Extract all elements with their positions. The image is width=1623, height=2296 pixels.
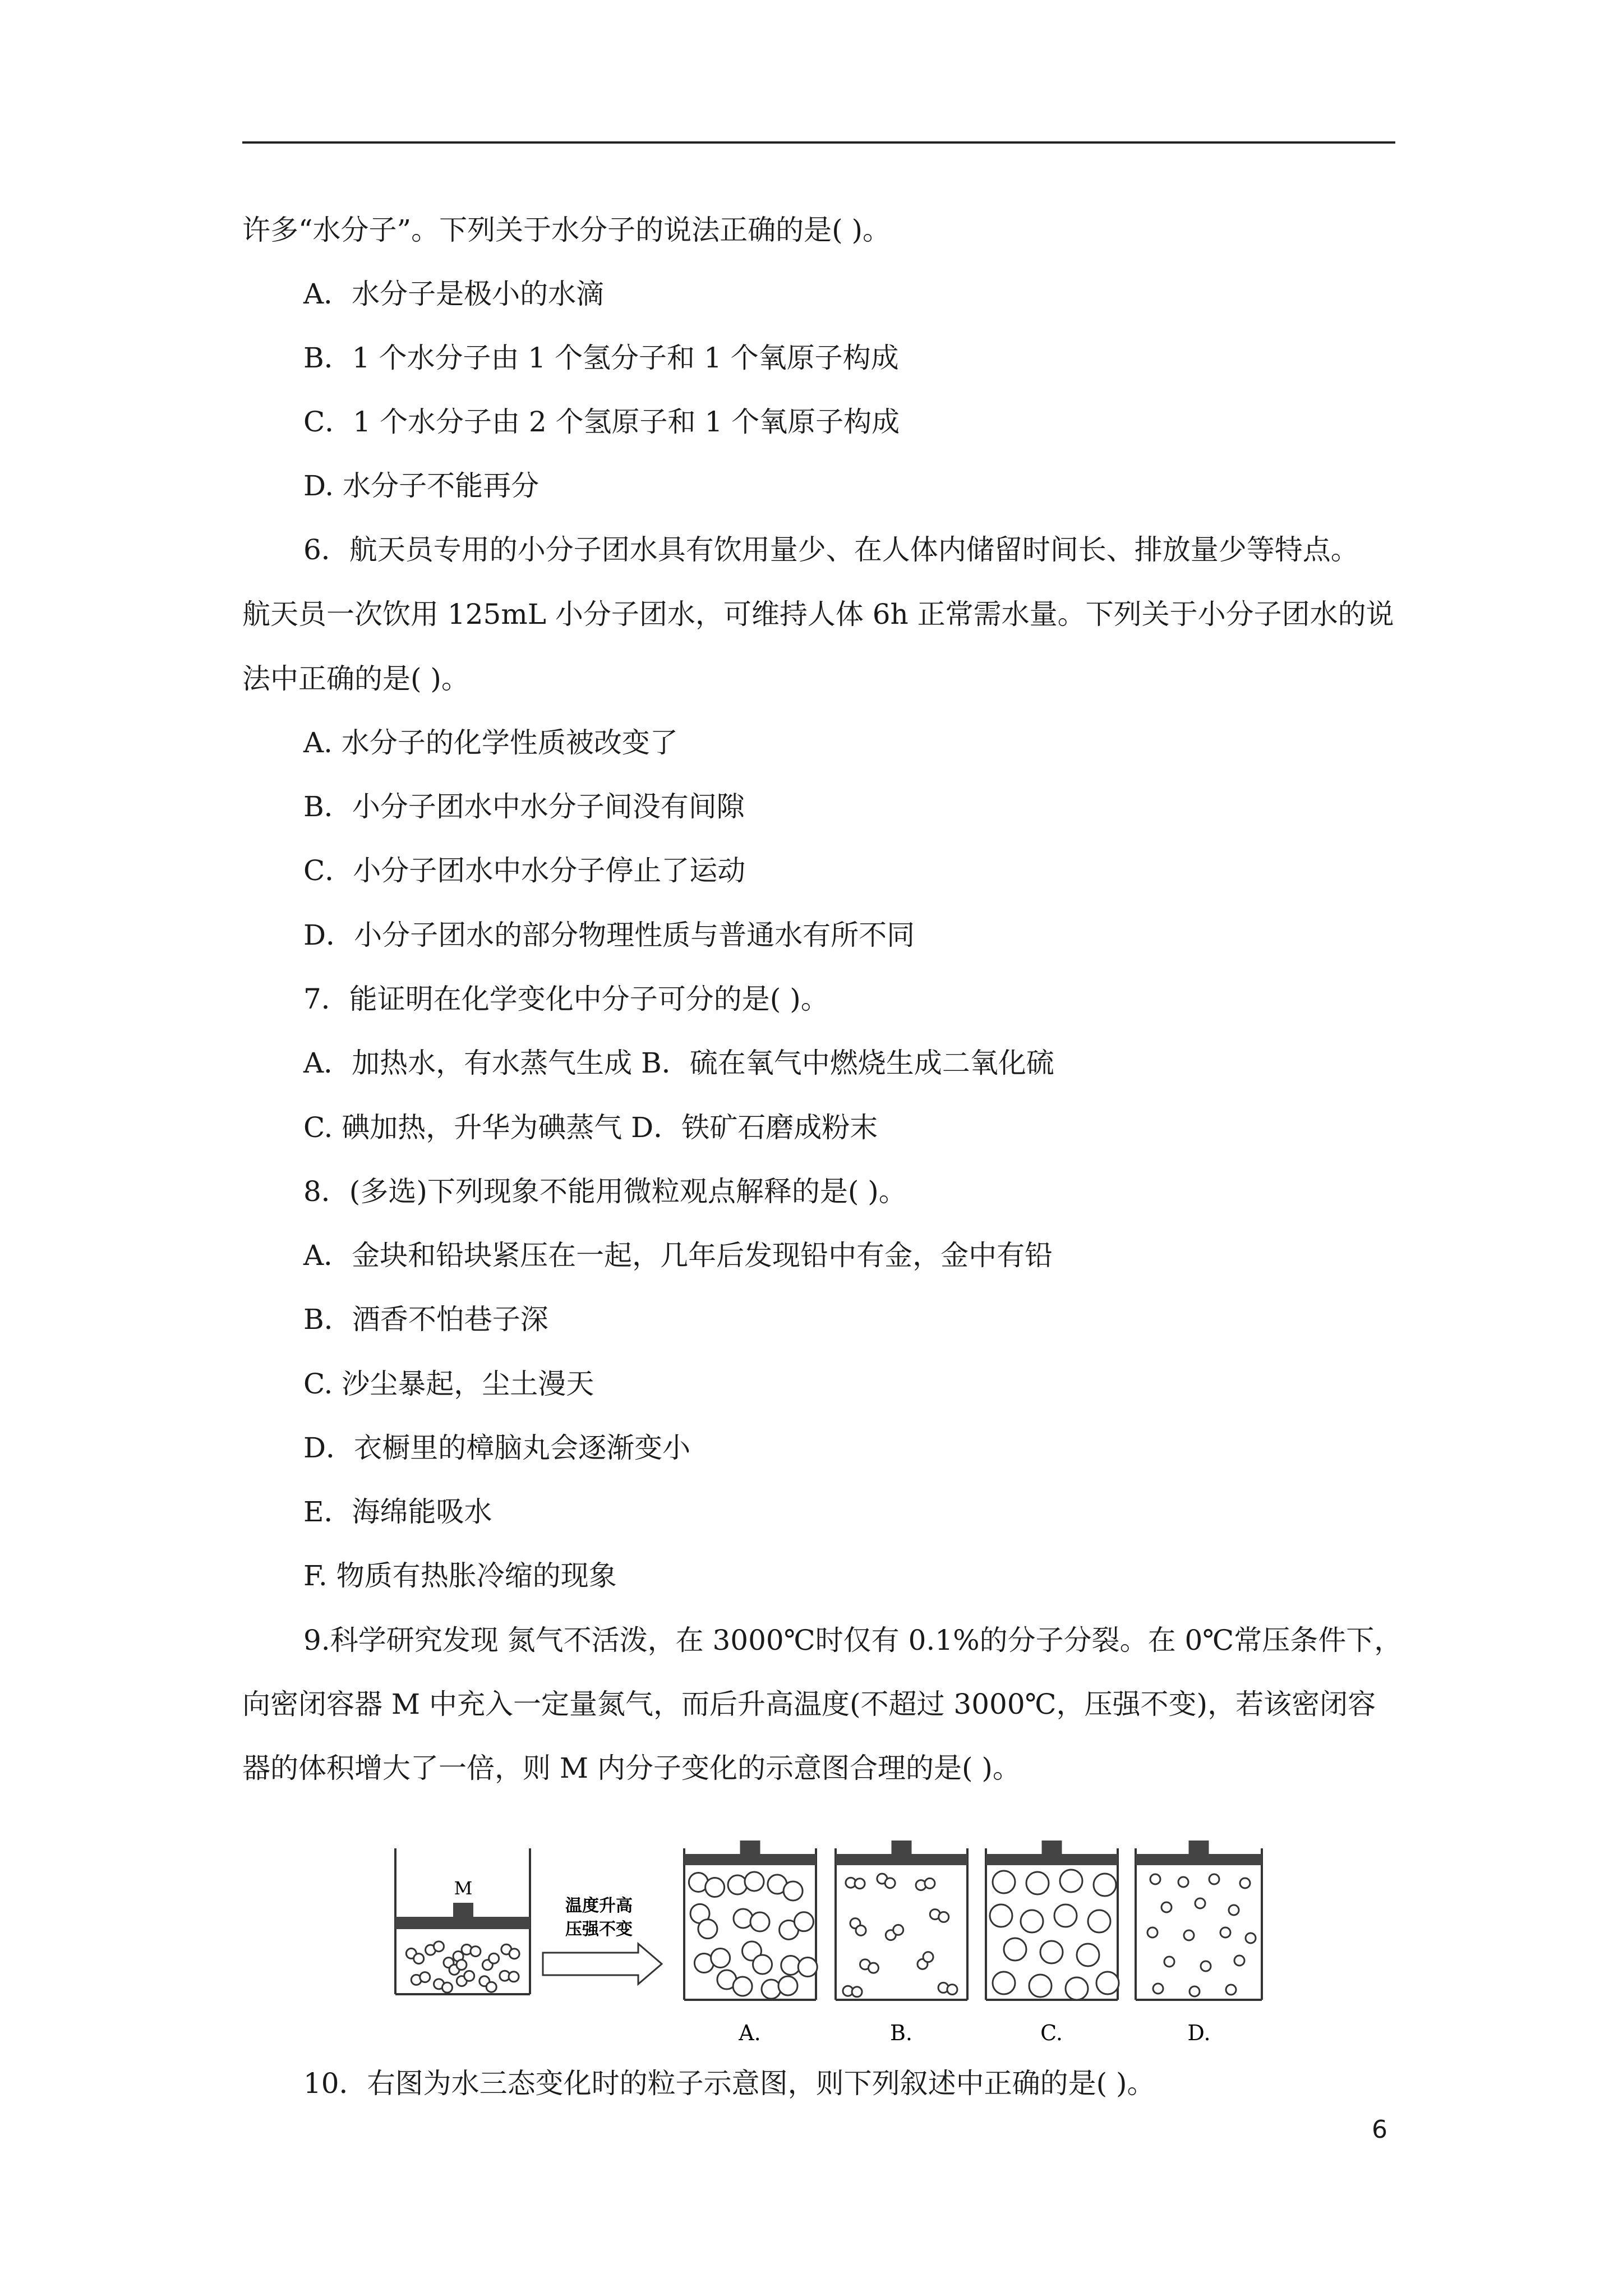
- molecule-atom: [728, 1875, 747, 1894]
- molecule-atom: [885, 1878, 895, 1888]
- molecule-atom: [794, 1912, 813, 1931]
- molecule-atom: [1195, 1898, 1205, 1908]
- molecule-atom: [1164, 1957, 1174, 1967]
- arrow-text-pressure: 压强不变: [565, 1920, 633, 1939]
- arrow-text-temperature: 温度升高: [565, 1896, 633, 1916]
- q8-option-d: D．衣橱里的樟脑丸会逐渐变小: [303, 1432, 691, 1464]
- q5-option-b: B．1 个水分子由 1 个氢分子和 1 个氧原子构成: [303, 342, 899, 374]
- molecule-atom: [733, 1977, 752, 1996]
- piston: [395, 1917, 530, 1929]
- q5-option-d: D. 水分子不能再分: [303, 470, 540, 502]
- molecule-atom: [442, 1982, 452, 1993]
- molecule-atom: [852, 1987, 862, 1997]
- q6-option-a: A. 水分子的化学性质被改变了: [303, 726, 678, 759]
- molecule-atom: [990, 1904, 1012, 1927]
- container-m: [395, 1848, 530, 1994]
- molecule-atom: [947, 1985, 957, 1995]
- molecule-atom: [471, 1947, 481, 1957]
- molecule-atom: [1153, 1984, 1163, 1994]
- q6-stem-line-3: 法中正确的是( )。: [242, 662, 469, 695]
- option-d-container: [1136, 1841, 1262, 2000]
- piston-weight: [740, 1841, 760, 1854]
- molecule-atom: [1094, 1874, 1116, 1896]
- molecule-atom: [1147, 1927, 1158, 1938]
- option-c-container: [986, 1841, 1119, 2000]
- molecule-atom: [734, 1909, 753, 1928]
- molecule-atom: [1246, 1933, 1256, 1943]
- q9-stem-line-2: 向密闭容器 M 中充入一定量氮气，而后升高温度(不超过 3000℃，压强不变)，若该密闭容: [242, 1688, 1376, 1720]
- molecule-atom: [1184, 1930, 1194, 1940]
- q8-option-c: C. 沙尘暴起，尘土漫天: [303, 1368, 594, 1400]
- molecule-atom: [1189, 1986, 1200, 1996]
- molecule-atom: [856, 1925, 866, 1935]
- molecule-atom: [745, 1872, 764, 1891]
- q9-stem-line-3: 器的体积增大了一倍，则 M 内分子变化的示意图合理的是( )。: [242, 1752, 1021, 1784]
- q10-stem: 10．右图为水三态变化时的粒子示意图，则下列叙述中正确的是( )。: [303, 2067, 1155, 2100]
- q6-option-b: B．小分子团水中水分子间没有间隙: [303, 790, 745, 823]
- molecule-atom: [414, 1954, 424, 1964]
- q8-option-e: E．海绵能吸水: [303, 1496, 492, 1528]
- q6-option-d: D．小分子团水的部分物理性质与普通水有所不同: [303, 919, 915, 951]
- molecule-atom: [762, 1980, 781, 1999]
- initial-molecules: [406, 1941, 519, 1993]
- molecule-atom: [711, 1948, 730, 1967]
- molecule-atom: [798, 1958, 817, 1977]
- molecule-atom: [1029, 1975, 1052, 1997]
- molecule-atom: [855, 1879, 865, 1889]
- piston-weight: [453, 1903, 473, 1917]
- q8-option-a: A．金块和铅块紧压在一起，几年后发现铅中有金，金中有铅: [303, 1239, 1053, 1272]
- option-a-label: A.: [739, 2021, 761, 2045]
- molecule-atom: [464, 1971, 474, 1981]
- molecule-atom: [750, 1912, 769, 1931]
- molecule-atom: [1096, 1972, 1119, 1994]
- molecule-atom: [1040, 1941, 1063, 1963]
- piston: [684, 1854, 816, 1865]
- molecule-atom: [509, 1972, 519, 1982]
- piston: [836, 1854, 967, 1865]
- molecule-atom: [434, 1941, 444, 1952]
- q5-stem-tail: 许多“水分子”。下列关于水分子的说法正确的是( )。: [242, 214, 891, 246]
- molecule-atom: [1234, 1955, 1244, 1966]
- molecule-atom: [778, 1976, 797, 1995]
- molecule-atom: [993, 1972, 1015, 1994]
- molecule-atom: [1150, 1874, 1160, 1884]
- molecule-atom: [1066, 1977, 1088, 2000]
- page-number: 6: [1372, 2115, 1387, 2144]
- q8-option-f: F. 物质有热胀冷缩的现象: [303, 1559, 617, 1592]
- molecule-atom: [1178, 1877, 1188, 1887]
- molecule-atom: [420, 1972, 430, 1982]
- q9-molecule-diagram: [387, 1832, 1284, 2056]
- molecule-atom: [509, 1949, 519, 1959]
- molecule-atom: [1060, 1870, 1082, 1892]
- molecule-atom: [1240, 1878, 1250, 1888]
- option-a-container: [684, 1841, 817, 2000]
- q8-option-b: B．酒香不怕巷子深: [303, 1303, 548, 1336]
- option-c-label: C.: [1040, 2021, 1063, 2045]
- molecule-atom: [1161, 1902, 1172, 1912]
- q8-stem: 8．(多选)下列现象不能用微粒观点解释的是( )。: [303, 1175, 907, 1208]
- q9-stem-line-1: 9.科学研究发现 氮气不活泼，在 3000℃时仅有 0.1%的分子分裂。在 0℃常压条件下，: [303, 1624, 1403, 1657]
- molecule-atom: [698, 1920, 717, 1939]
- molecule-atom: [923, 1952, 933, 1962]
- molecule-atom: [1201, 1961, 1211, 1971]
- molecule-atom: [1054, 1904, 1077, 1927]
- molecule-atom: [489, 1953, 499, 1963]
- molecule-atom: [1077, 1944, 1099, 1966]
- molecule-atom: [1220, 1927, 1230, 1938]
- header-rule: [242, 141, 1395, 144]
- q7-options-ab: A．加热水，有水蒸气生成 B．硫在氧气中燃烧生成二氧化硫: [303, 1047, 1054, 1079]
- q7-stem: 7．能证明在化学变化中分子可分的是( )。: [303, 983, 829, 1015]
- molecule-atom: [1004, 1938, 1026, 1961]
- piston-weight: [1042, 1841, 1062, 1854]
- molecule-atom: [486, 1982, 496, 1992]
- molecule-atom: [781, 1955, 800, 1975]
- piston-weight: [1189, 1841, 1209, 1854]
- molecule-atom: [457, 1960, 467, 1970]
- piston-weight: [892, 1841, 912, 1854]
- piston: [1136, 1854, 1262, 1865]
- molecule-atom: [868, 1963, 878, 1973]
- q6-option-c: C．小分子团水中水分子停止了运动: [303, 854, 746, 887]
- molecule-atom: [1021, 1910, 1043, 1932]
- option-d-label: D.: [1187, 2021, 1211, 2045]
- molecule-atom: [706, 1878, 725, 1897]
- molecule-atom: [1209, 1874, 1219, 1884]
- molecule-atom: [1226, 1985, 1236, 1995]
- molecule-atom: [925, 1878, 935, 1888]
- process-arrow: [543, 1896, 662, 1984]
- q5-option-c: C．1 个水分子由 2 个氢原子和 1 个氧原子构成: [303, 406, 900, 438]
- molecule-atom: [783, 1881, 803, 1901]
- molecule-atom: [1026, 1872, 1049, 1894]
- molecule-atom: [939, 1912, 949, 1922]
- molecule-atom: [1229, 1905, 1239, 1915]
- arrow-icon: [543, 1944, 662, 1984]
- q6-stem-line-1: 6．航天员专用的小分子团水具有饮用量少、在人体内储留时间长、排放量少等特点。: [303, 533, 1359, 566]
- molecule-atom: [753, 1955, 772, 1974]
- molecule-atom: [993, 1871, 1015, 1893]
- option-b-label: B.: [889, 2021, 913, 2045]
- molecule-atom: [1088, 1910, 1110, 1932]
- piston: [986, 1854, 1118, 1865]
- option-b-container: [836, 1841, 967, 2000]
- container-m-label: M: [454, 1878, 473, 1899]
- molecule-atom: [893, 1925, 903, 1935]
- q7-options-cd: C. 碘加热，升华为碘蒸气 D．铁矿石磨成粉末: [303, 1111, 878, 1144]
- q6-stem-line-2: 航天员一次饮用 125mL 小分子团水，可维持人体 6h 正常需水量。下列关于小分子团水的说: [242, 598, 1394, 631]
- q5-option-a: A．水分子是极小的水滴: [303, 278, 605, 310]
